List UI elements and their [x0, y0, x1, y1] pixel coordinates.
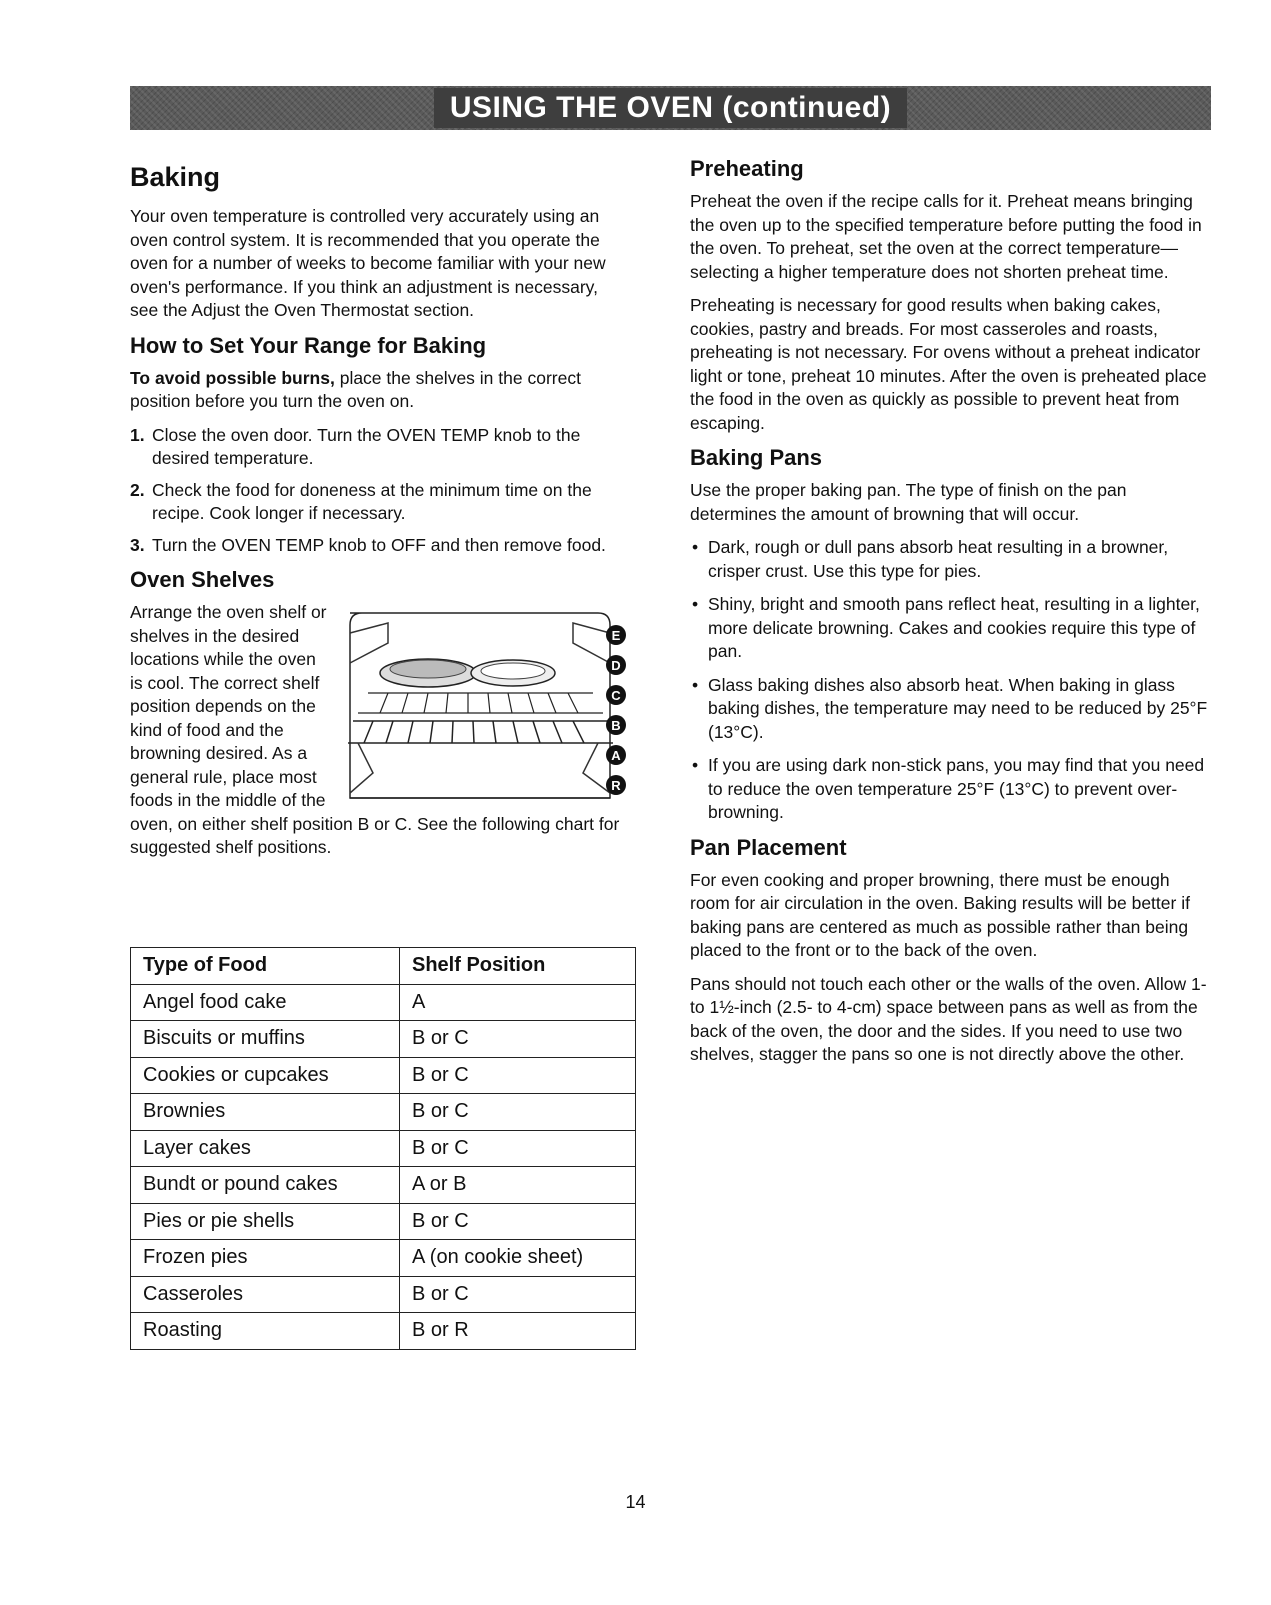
food-type-cell: Biscuits or muffins: [131, 1021, 400, 1058]
shelf-marker-label: D: [611, 658, 621, 673]
list-item: • If you are using dark non-stick pans, you may find that you need to reduce the oven temperature 25°F (13°C) to prevent over-browning.: [690, 754, 1210, 825]
right-shelf-support: [573, 623, 610, 663]
table-body: [131, 984, 636, 1349]
pan-placement-heading: Pan Placement: [690, 834, 847, 860]
howto-heading: How to Set Your Range for Baking: [130, 332, 487, 358]
shelves-paragraph-a: Arrange the oven shelf or shelves in the desired locations while the oven is cool. The correct shelf position depends on the kind of food and the browning desired. As a general rule, place most foods in the middle of the: [130, 602, 327, 810]
pie-crust-right: [481, 663, 545, 679]
oven-cavity-outline: [350, 613, 610, 798]
baking-pans-heading: Baking Pans: [690, 445, 823, 470]
shelf-position-cell: B or C: [400, 1130, 636, 1167]
baking-pans-list: [690, 536, 1210, 825]
shelf-marker-label: E: [611, 628, 621, 643]
section-banner: [130, 86, 1211, 130]
step-item: [130, 424, 630, 471]
pan-placement-paragraph-2: Pans should not touch each other or the walls of the oven. Allow 1- to 1½-inch (2.5- to 4-cm) space between pans as well as from the back of the oven, the door and the sides. If you need to use two shelves, stagger the pans so one is not directly above the other.: [690, 973, 1207, 1064]
shelf-marker-label: A: [611, 748, 621, 763]
table-row: [131, 1167, 636, 1204]
howto-text: place the shelves in the correct position before you turn the oven on.: [130, 367, 581, 411]
shelf-marker-label: R: [611, 778, 621, 793]
howto-warning: To avoid possible burns,: [130, 367, 335, 388]
table-header: Type of Food: [131, 948, 400, 985]
left-column: [130, 150, 630, 870]
shelf-position-cell: B or R: [400, 1313, 636, 1350]
left-shelf-support: [350, 623, 388, 663]
shelf-position-cell: B or C: [400, 1057, 636, 1094]
shelf-position-cell: B or C: [400, 1203, 636, 1240]
banner-title: USING THE OVEN (continued): [434, 88, 907, 128]
shelves-section: [130, 601, 630, 813]
shelf-position-cell: B or C: [400, 1021, 636, 1058]
shelf-position-cell: B or C: [400, 1276, 636, 1313]
step-text: Turn the OVEN TEMP knob to OFF and then remove food.: [152, 534, 606, 555]
table-row: [131, 1130, 636, 1167]
list-item: • Dark, rough or dull pans absorb heat resulting in a browner, crisper crust. Use this type for pies.: [690, 536, 1210, 583]
step-text: Check the food for doneness at the minimum time on the recipe. Cook longer if necessary.: [152, 479, 592, 523]
shelf-position-cell: A: [400, 984, 636, 1021]
shelf-position-cell: A (on cookie sheet): [400, 1240, 636, 1277]
list-item: • Glass baking dishes also absorb heat. When baking in glass baking dishes, the temperature may need to be reduced by 25°F (13°C).: [690, 674, 1210, 745]
preheating-paragraph-2: Preheating is necessary for good results when baking cakes, cookies, pastry and breads. For most casseroles and roasts, preheating is not necessary. For ovens without a preheat indicator light or tone, preheat 10 minutes. After the oven is preheated place the food in the oven as quickly as possible to prevent heat from escaping.: [690, 295, 1207, 433]
food-type-cell: Casseroles: [131, 1276, 400, 1313]
left-wall-bracket: [350, 743, 373, 793]
table-header-row: [131, 948, 636, 985]
right-column: [690, 150, 1210, 1077]
food-type-cell: Pies or pie shells: [131, 1203, 400, 1240]
shelf-position-table: [130, 947, 636, 1350]
step-item: [130, 534, 630, 558]
food-type-cell: Roasting: [131, 1313, 400, 1350]
baking-pans-paragraph: Use the proper baking pan. The type of finish on the pan determines the amount of browning that will occur.: [690, 480, 1127, 524]
food-type-cell: Angel food cake: [131, 984, 400, 1021]
shelf-position-cell: B or C: [400, 1094, 636, 1131]
food-type-cell: Cookies or cupcakes: [131, 1057, 400, 1094]
food-type-cell: Frozen pies: [131, 1240, 400, 1277]
table-row: [131, 1313, 636, 1350]
shelves-paragraph-b: oven, on either shelf position B or C. See the following chart for suggested shelf positions.: [130, 813, 620, 857]
howto-paragraph: [130, 367, 630, 414]
table-header: Shelf Position: [400, 948, 636, 985]
shelf-position-cell: A or B: [400, 1167, 636, 1204]
table-row: [131, 1203, 636, 1240]
baking-paragraph: Your oven temperature is controlled very accurately using an oven control system. It is recommended that you operate the oven for a number of weeks to become familiar with your new oven's performance. If you think an adjustment is necessary, see the Adjust the Oven Thermostat section.: [130, 206, 606, 320]
oven-shelf-diagram: [328, 603, 628, 813]
food-type-cell: Brownies: [131, 1094, 400, 1131]
shelf-marker-label: B: [611, 718, 621, 733]
pie-crust-left: [390, 660, 466, 678]
preheating-paragraph-1: Preheat the oven if the recipe calls for it. Preheat means bringing the oven up to the specified temperature before putting the food in the oven. To preheat, set the oven at the correct temperature—selecting a higher temperature does not shorten preheat time.: [690, 191, 1202, 282]
step-number: 3.: [130, 534, 145, 555]
page-number: 14: [625, 1492, 646, 1512]
step-number: 1.: [130, 424, 145, 445]
right-wall-bracket: [583, 743, 610, 793]
shelves-heading: Oven Shelves: [130, 567, 275, 592]
shelf-marker-label: C: [611, 688, 621, 703]
table-row: [131, 1094, 636, 1131]
preheating-heading: Preheating: [690, 156, 804, 181]
table-row: [131, 1057, 636, 1094]
baking-heading: Baking: [130, 162, 221, 192]
step-item: [130, 479, 630, 526]
lower-rack: [348, 721, 613, 743]
list-item: • Shiny, bright and smooth pans reflect heat, resulting in a lighter, more delicate browning. Cakes and cookies require this type of pan.: [690, 593, 1210, 664]
shelf-position-markers: [606, 625, 626, 795]
pan-placement-paragraph-1: For even cooking and proper browning, there must be enough room for air circulation in the oven. Baking results will be better if baking pans are centered as much as possible rather than being placed to the front or to the back of the oven.: [690, 869, 1190, 960]
food-type-cell: Bundt or pound cakes: [131, 1167, 400, 1204]
table-row: [131, 1276, 636, 1313]
table-row: [131, 984, 636, 1021]
steps-list: [130, 424, 630, 558]
step-number: 2.: [130, 479, 145, 500]
upper-rack: [358, 693, 603, 713]
step-text: Close the oven door. Turn the OVEN TEMP knob to the desired temperature.: [152, 424, 581, 468]
table-row: [131, 1240, 636, 1277]
table-row: [131, 1021, 636, 1058]
food-type-cell: Layer cakes: [131, 1130, 400, 1167]
